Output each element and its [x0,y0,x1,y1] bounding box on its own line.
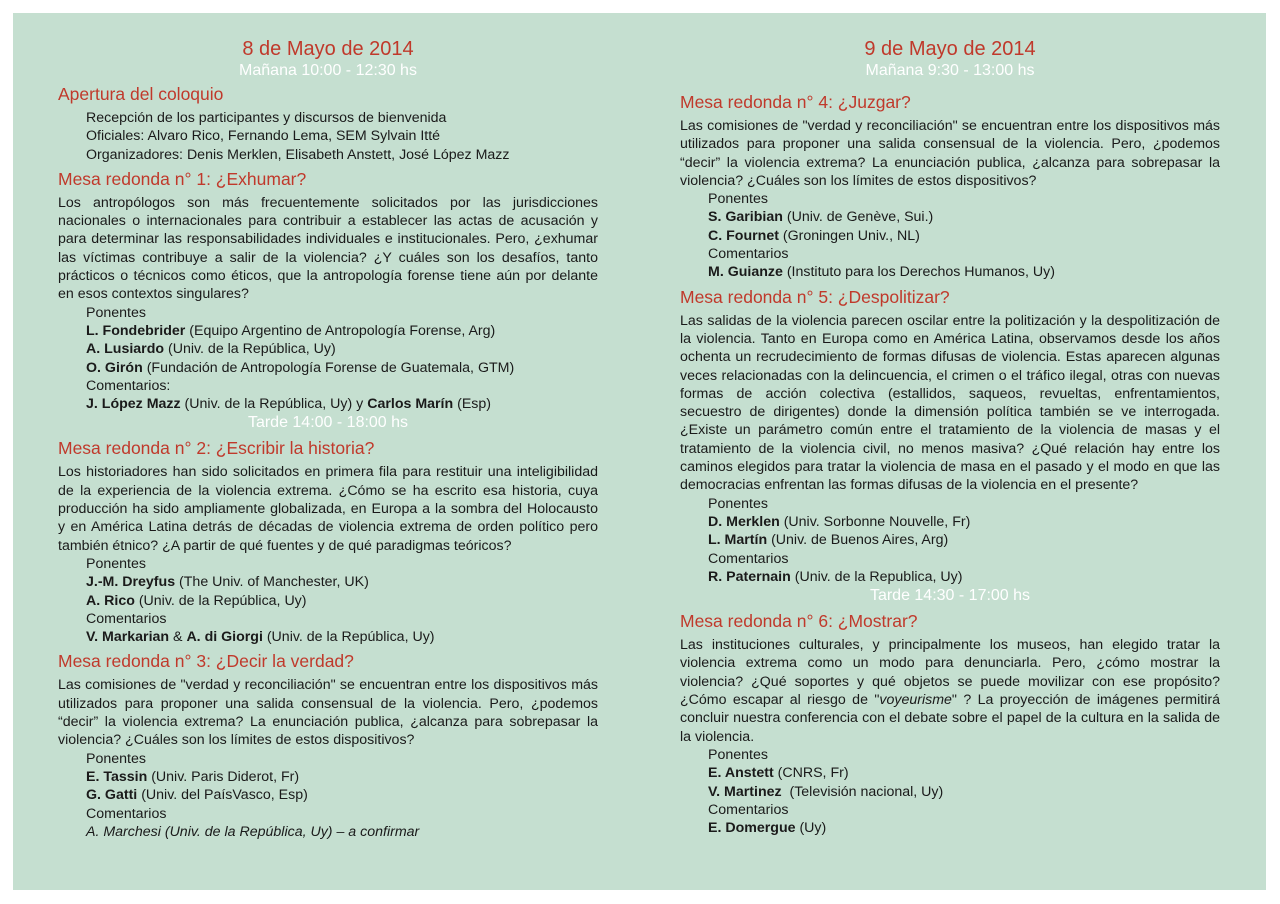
speaker-affiliation: (CNRS, Fr) [773,765,849,782]
comentarios-label: Comentarios [708,801,789,818]
mesa3-description: Las comisiones de "verdad y reconciliación" se encuentran entre los dispositivos más utilizados para proponer una salida consensual de la violencia. Pero, ¿podemos “decir” la violencia extrema? La enunciación publica, ¿alcanza para sobrepasar la violencia? ¿Cuáles son los límites de estos dispositivos? [58,677,598,749]
comentarios-label: Comentarios [708,246,789,263]
commentator-affiliation: (Uy) [795,820,827,837]
mesa6-speakers [680,746,1220,837]
opening-line: Recepción de los participantes y discursos de bienvenida [86,110,447,126]
mesa1-title: Mesa redonda n° 1: ¿Exhumar? [58,168,307,189]
commentator-name: V. Markarian [86,629,170,646]
commentator-name: J. López Mazz [86,396,181,413]
commentator-affiliation: (Esp) [453,396,491,413]
ponentes-label: Ponentes [708,191,768,208]
speaker-name: A. Lusiardo [86,341,165,358]
commentator [708,568,1220,586]
commentator [708,263,1220,281]
mesa5-speakers [680,495,1220,586]
speaker [86,768,598,786]
mesa5-title: Mesa redonda n° 5: ¿Despolitizar? [680,286,950,307]
speaker [708,531,1220,549]
ponentes-label: Ponentes [708,495,768,512]
speaker-affiliation: (Univ. de Genève, Sui.) [782,209,934,226]
comentarios-label: Comentarios [86,805,167,822]
speaker [86,359,598,377]
speaker-name: C. Fournet [708,227,779,244]
speaker-affiliation: (Televisión nacional, Uy) [781,783,944,800]
speaker-name: E. Tassin [86,768,148,785]
description-text: " ? La proyección de imágenes permitirá concluir nuestra conferencia con el debate sobre el papel de la cultura en la salida de la violencia. [680,692,1220,745]
speaker-affiliation: (Univ. del PaísVasco, Esp) [137,787,308,804]
commentator [86,395,598,413]
speaker-name: D. Merklen [708,513,780,530]
day2-afternoon-slot: Tarde 14:30 - 17:00 hs [869,587,1031,605]
opening-title: Apertura del coloquio [58,84,224,104]
speaker-name: L. Fondebrider [86,322,186,339]
speaker-affiliation: (Univ. de la República, Uy) [134,592,307,609]
mesa4-description: Las comisiones de "verdad y reconciliación" se encuentran entre los dispositivos más utilizados para proponer una salida consensual de la violencia. Pero, ¿podemos “decir” la violencia extrema? La enunciación publica, ¿alcanza para sobrepasar la violencia? ¿Cuáles son los límites de estos dispositivos? [680,118,1220,189]
mesa2-description: Los historiadores han sido solicitados en primera fila para restituir una inteligibilidad de la experiencia de la violencia extrema. ¿Cómo se ha escrito esa historia, cuya producción ha sido ampliamente globalizada, en Europa a la sombra del Holocausto y en América Latina detrás de décadas de violencia extrema de orden político pero también étnico? ¿A partir de qué fuentes y de qué paradigmas teóricos? [58,464,598,554]
speaker-name: O. Girón [86,359,143,376]
comentarios-label: Comentarios: [86,377,171,394]
commentator-name: A. di Giorgi [186,629,263,646]
speaker-name: J.-M. Dreyfus [86,574,176,591]
description-text: Las instituciones culturales, y principalmente los museos, han elegido tratar la violencia extrema como un modo para denunciarla. Pero, ¿cómo mostrar la violencia? ¿Qué soportes y qué objetos se puede movilizar con ese propósito? ¿Cómo escapar al riesgo de " [680,637,1220,709]
speaker [708,208,1220,226]
commentator-affiliation: (Univ. de la Republica, Uy) [790,568,963,585]
opening-details [58,109,598,164]
speaker-name: S. Garibian [708,209,783,226]
speaker [86,340,598,358]
conjunction: & [169,629,187,646]
commentator-affiliation: (Univ. de la República, Uy) [262,629,435,646]
comentarios-label: Comentarios [708,550,789,567]
ponentes-label: Ponentes [708,746,768,763]
comentarios-label: Comentarios [86,610,167,627]
mesa1-description: Los antropólogos son más frecuentemente solicitados por las jurisdicciones nacionales o internacionales para contribuir a establecer las actas de acusación y para determinar las responsabilidades individuales e institucionales. Pero, ¿exhumar las víctimas contribuye a salir de la violencia? ¿Y cuáles son los desafíos, tanto prácticos o técnicos como éticos, que la antropología forense tiene aún por delante en esos contextos singulares? [58,194,598,303]
day2-date: 9 de Mayo de 2014 [864,38,1036,60]
commentator-name: R. Paternain [708,568,791,585]
speaker-affiliation: (Univ. de Buenos Aires, Arg) [767,532,949,549]
speaker [708,764,1220,782]
mesa3-speakers [58,750,598,841]
day2-column [680,37,1220,837]
speaker [86,322,598,340]
speaker [86,592,598,610]
speaker [86,573,598,591]
speaker-name: V. Martinez [708,783,782,800]
commentator [86,628,598,646]
description-italic-term: voyeurisme [879,692,952,709]
opening-line: Organizadores: Denis Merklen, Elisabeth Anstett, José López Mazz [86,146,510,163]
mesa2-speakers [58,555,598,646]
mesa3-title: Mesa redonda n° 3: ¿Decir la verdad? [58,651,354,672]
speaker [708,513,1220,531]
speaker-name: E. Anstett [708,765,774,782]
speaker [708,783,1220,801]
commentator [708,819,1220,837]
speaker-affiliation: (Fundación de Antropología Forense de Guatemala, GTM) [142,359,515,376]
ponentes-label: Ponentes [86,750,146,767]
day1-morning-slot: Mañana 10:00 - 12:30 hs [239,62,417,79]
mesa5-description: Las salidas de la violencia parecen oscilar entre la politización y la despolitización de la violencia. Tanto en Europa como en América Latina, observamos desde los años ochenta un recrudecimiento de formas difusas de violencia. Estas aparecen algunas veces relacionadas con la delincuencia, el crimen o el tráfico ilegal, otras con nuevas formas de acción colectiva (estallidos, saqueos, revueltas, enfrentamientos, secuestro de dirigentes) donde la dimensión política también se ve interrogada. ¿Existe un parámetro común entre el tratamiento de la violencia de masas y el tratamiento de la violencia civil, no menos masiva? ¿Qué relación hay entre los caminos elegidos para tratar la violencia de masa en el pasado y el modo en que las democracias enfrentan las formas difusas de la violencia en el presente? [680,312,1220,494]
day2-morning-slot: Mañana 9:30 - 13:00 hs [865,62,1035,79]
speaker-name: A. Rico [86,592,135,609]
program-panel [13,13,1266,890]
speaker [708,227,1220,245]
day1-column [58,37,598,841]
day1-afternoon-slot: Tarde 14:00 - 18:00 hs [247,414,409,432]
speaker-name: G. Gatti [86,787,138,804]
speaker-affiliation: (Univ. Sorbonne Nouvelle, Fr) [779,513,971,530]
mesa4-title: Mesa redonda n° 4: ¿Juzgar? [680,92,911,112]
speaker [86,786,598,804]
commentator: A. Marchesi (Univ. de la República, Uy) – a confirmar [86,823,420,840]
mesa1-speakers [58,304,598,414]
opening-line: Oficiales: Alvaro Rico, Fernando Lema, SEM Sylvain Itté [86,128,441,145]
day1-date: 8 de Mayo de 2014 [242,38,414,60]
commentator-name: M. Guianze [708,264,783,281]
mesa6-title: Mesa redonda n° 6: ¿Mostrar? [680,611,918,632]
commentator-affiliation: (Instituto para los Derechos Humanos, Uy) [782,264,1055,281]
mesa4-speakers [680,190,1220,281]
speaker-affiliation: (Groningen Univ., NL) [778,227,920,244]
speaker-affiliation: (Univ. de la República, Uy) [164,341,336,358]
ponentes-label: Ponentes [86,555,146,572]
mesa2-title: Mesa redonda n° 2: ¿Escribir la historia? [58,438,375,459]
ponentes-label: Ponentes [86,304,146,321]
commentator-name: Carlos Marín [367,396,454,413]
speaker-affiliation: (Univ. Paris Diderot, Fr) [147,768,300,785]
speaker-name: L. Martín [708,532,768,549]
speaker-affiliation: (Equipo Argentino de Antropología Forense, Arg) [185,322,496,339]
commentator-affiliation: (Univ. de la República, Uy) y [180,396,368,413]
speaker-affiliation: (The Univ. of Manchester, UK) [175,574,369,591]
commentator-name: E. Domergue [708,820,796,837]
mesa6-description [680,636,1220,746]
